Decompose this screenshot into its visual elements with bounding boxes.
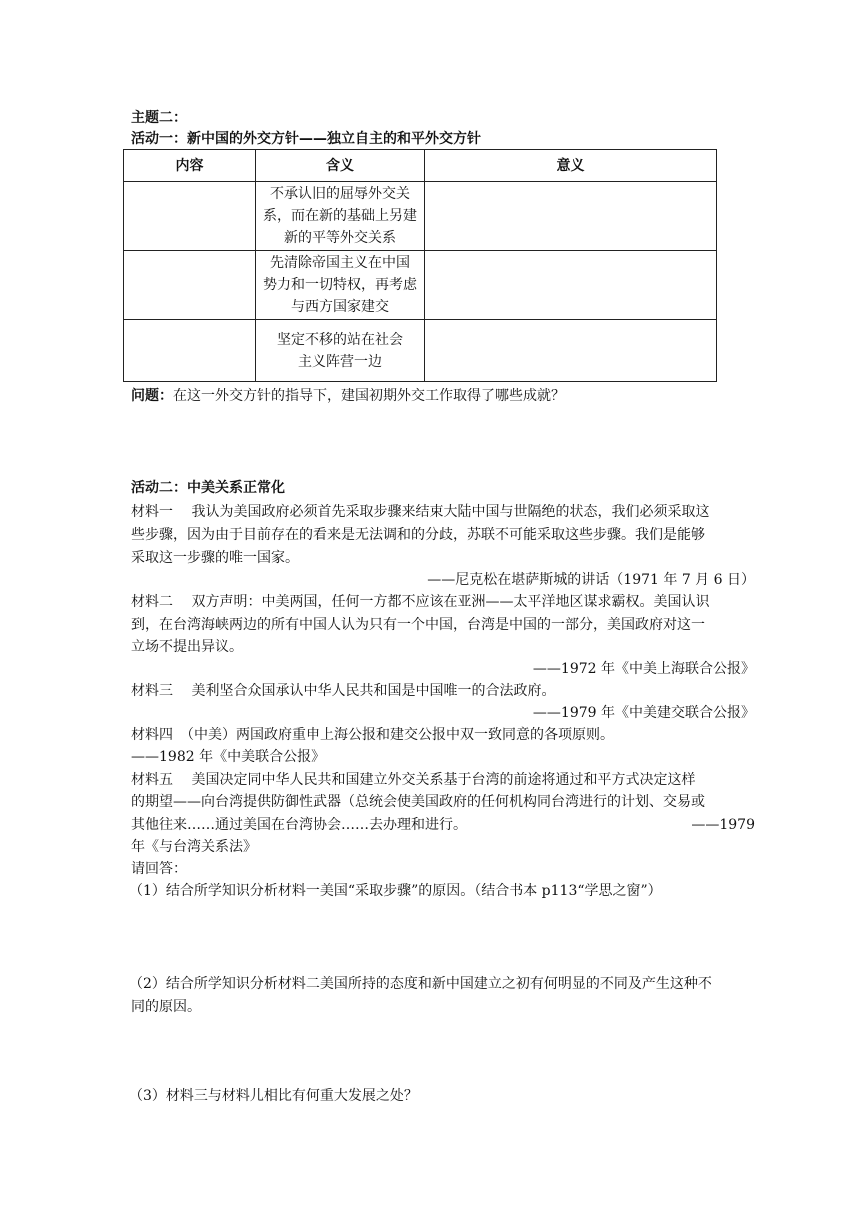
table-row (124, 320, 717, 382)
row3-meaning-line: 坚定不移的站在社会 (277, 331, 403, 348)
row1-significance-cell[interactable] (425, 182, 717, 251)
material4-line1: 材料四 （中美）两国政府重申上海公报和建交公报中双一致同意的各项原则。 (131, 727, 614, 743)
material1-line1: 材料一 我认为美国政府必须首先采取步骤来结束大陆中国与世隔绝的状态，我们必须采取这 (131, 504, 710, 520)
policy-table (123, 149, 717, 382)
question-line (131, 385, 755, 407)
theme-title: 主题二： (131, 110, 187, 126)
header-meaning: 含义 (256, 150, 425, 182)
header-significance: 意义 (425, 150, 717, 182)
material5-line3-text: 其他往来……通过美国在台湾协会……去办理和进行。 (131, 817, 467, 833)
question-3: （3）材料三与材料儿相比有何重大发展之处？ (129, 1088, 418, 1104)
row1-meaning-line: 新的平等外交关系 (284, 230, 396, 246)
row2-meaning-line: 与西方国家建交 (291, 299, 389, 315)
row2-meaning-line: 先清除帝国主义在中国 (270, 255, 410, 271)
question-2-line2: 同的原因。 (131, 999, 201, 1015)
row1-meaning-cell (256, 182, 425, 251)
activity2-title: 活动二：中美关系正常化 (131, 480, 285, 496)
material2-source: ——1972 年《中美上海联合公报》 (532, 661, 755, 677)
material5-line2: 的期望——向台湾提供防御性武器（总统会使美国政府的任何机构同台湾进行的计划、交易或 (131, 794, 705, 810)
row1-content-cell[interactable] (124, 182, 256, 251)
material4-source: ——1982 年《中美联合公报》 (131, 749, 326, 765)
row2-significance-cell[interactable] (425, 251, 717, 320)
row3-content-cell[interactable] (124, 320, 256, 382)
row1-meaning-line: 系，而在新的基础上另建 (263, 208, 417, 224)
row2-content-cell[interactable] (124, 251, 256, 320)
material2-line3: 立场不提出异议。 (131, 639, 243, 655)
table-row (124, 251, 717, 320)
material3-line1: 材料三 美利坚合众国承认中华人民共和国是中国唯一的合法政府。 (131, 683, 556, 699)
row1-meaning-line: 不承认旧的屈辱外交关 (270, 186, 410, 202)
table-row (124, 182, 717, 251)
row3-meaning-line: 主义阵营一边 (298, 353, 382, 370)
material1-line3: 采取这一步骤的唯一国家。 (131, 550, 299, 566)
question-2-line1: （2）结合所学知识分析材料二美国所持的态度和新中国建立之初有何明显的不同及产生这种不 (129, 976, 712, 992)
question-1: （1）结合所学知识分析材料一美国“采取步骤”的原因。（结合书本 p113“学思之窗”） (129, 883, 662, 899)
row2-meaning-cell (256, 251, 425, 320)
row2-meaning-line: 势力和一切特权，再考虑 (263, 277, 417, 293)
material5-line1: 材料五 美国决定同中华人民共和国建立外交关系基于台湾的前途将通过和平方式决定这样 (131, 772, 696, 788)
material2-line1: 材料二 双方声明：中美两国，任何一方都不应该在亚洲——太平洋地区谋求霸权。美国认识 (131, 594, 710, 610)
answer-prompt: 请回答： (131, 861, 187, 877)
material3-source: ——1979 年《中美建交联合公报》 (532, 705, 755, 721)
table-header-row (124, 150, 717, 182)
question-text: 在这一外交方针的指导下，建国初期外交工作取得了哪些成就？ (173, 388, 565, 404)
header-content: 内容 (124, 150, 256, 182)
row3-meaning-cell (256, 320, 425, 382)
material5-line3 (131, 814, 755, 836)
material1-line2: 些步骤，因为由于目前存在的看来是无法调和的分歧，苏联不可能采取这些步骤。我们是能够 (131, 527, 705, 543)
activity1-title: 活动一：新中国的外交方针——独立自主的和平外交方针 (131, 131, 481, 147)
row3-significance-cell[interactable] (425, 320, 717, 382)
material2-line2: 到，在台湾海峡两边的所有中国人认为只有一个中国，台湾是中国的一部分，美国政府对这一 (131, 617, 705, 633)
material5-source: 年《与台湾关系法》 (131, 839, 257, 855)
material1-source: ——尼克松在堪萨斯城的讲话（1971 年 7 月 6 日） (427, 572, 755, 588)
question-label: 问题： (131, 388, 173, 404)
material5-source-year: ——1979 (691, 817, 755, 833)
